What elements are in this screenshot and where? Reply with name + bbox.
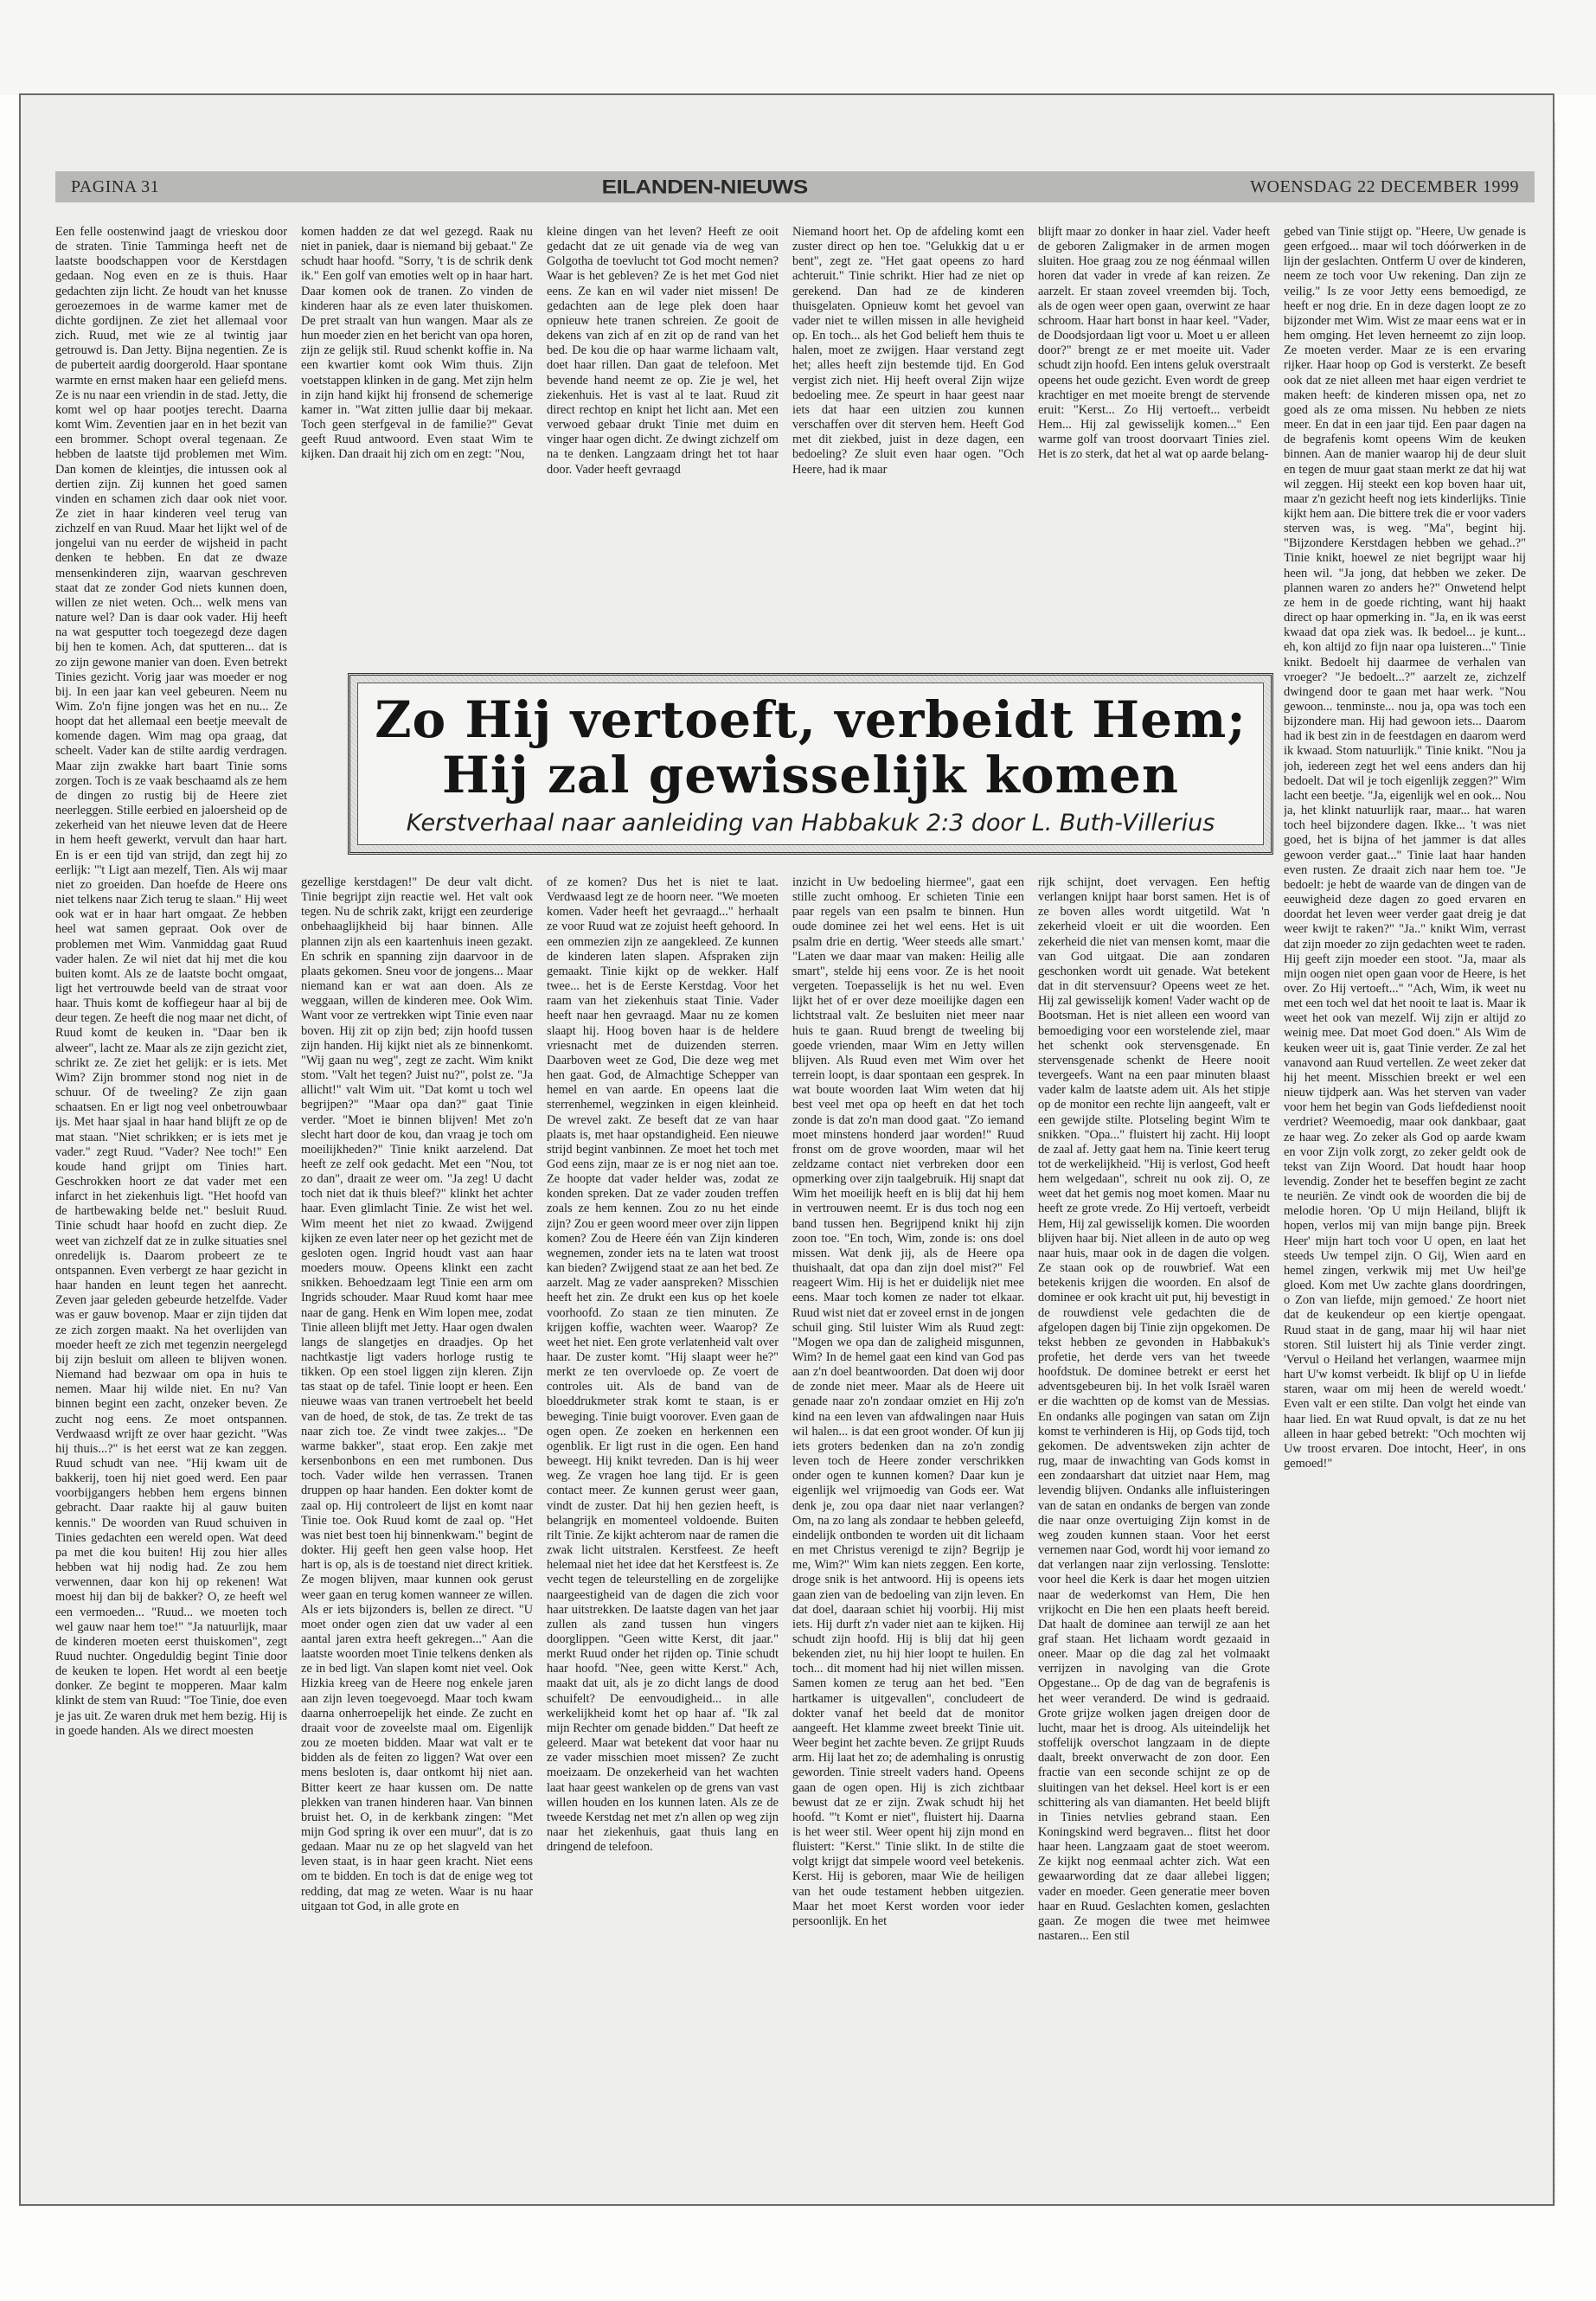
column-4-top: Niemand hoort het. Op de afdeling komt een zuster direct op hen toe. "Gelukkig dat u er bent", zegt ze. "Het gaat opeens zo hard achteruit." Tinie schrikt. Hier had ze niet op gerekend. Dan had ze de kinderen thuisgelaten. Opnieuw komt het gevoel van vader niet te willen missen in alle hevigheid op. En toch... als het God belieft hem thuis te halen, moet ze zwijgen. Haar verstand zegt het; alles heeft zijn bestemde tijd. En God vergist zich niet. Hij heeft overal Zijn wijze bedoeling mee. Ze speurt in haar geest naar iets dat haar een uitzien zou kunnen verschaffen over dit sterven hem. Heeft God met dit ziekbed, juist in deze dagen, een bedoeling? Ze sluit even haar ogen. "Och Heere, had ik maar: [792, 225, 1024, 477]
column-2-bottom: gezellige kerstdagen!" De deur valt dicht. Tinie begrijpt zijn reactie wel. Het valt ook tegen. Nu de schrik zakt, krijgt een zeurderige onbehaaglijkheid bij haar binnen. Alle plannen zijn als een kaartenhuis ineen gezakt. En schrik en spanning zijn daarvoor in de plaats gekomen. Sneu voor de jongens... Maar niemand kan er wat aan doen. Als ze weggaan, willen de kinderen mee. Ook Wim. Want voor ze vertrekken wipt Tinie even naar boven. Hij zit op zijn bed; zijn hoofd tussen zijn handen. Hij kijkt niet als ze binnenkomt. "Wij gaan nu weg", zegt ze zacht. Wim knikt stom. "Valt het tegen? Juist nu?", polst ze. "Ja allicht!" valt Wim uit. "Dat komt u toch wel begrijpen?" "Maar opa dan?" gaat Tinie verder. "Moet ie binnen blijven! Met zo'n slecht hart door de kou, dan vraag je toch om moeilijkheden?" Tinie knikt aarzelend. Dat heeft ze zelf ook gedacht. Met een "Nou, tot zo dan", draait ze weer om. "Ja zeg! U dacht toch niet dat ik thuis bleef?" klinkt het achter haar. Even glimlacht Tinie. Ze wist het wel. Wim meent het niet zo kwaad. Zwijgend kijken ze even later neer op het gezicht met de gesloten ogen. Ingrid houdt vast aan haar moeders mouw. Opeens klinkt een zacht snikken. Behoedzaam legt Tinie een arm om Ingrids schouder. Maar Ruud komt haar mee naar de gang. Henk en Wim lopen mee, zodat Tinie alleen blijft met Jetty. Haar ogen dwalen langs de slangetjes en draadjes. Op het nachtkastje ligt vaders horloge rustig te tikken. Op een stoel liggen zijn kleren. Zijn tas staat op de tafel. Tinie loopt er heen. Een nieuwe waas van tranen vertroebelt het beeld van de hoed, de stok, de tas. Ze trekt de tas naar zich toe. Ze vindt twee zakjes... "De warme bakker", staat erop. Een zakje met kersenbonbons en een met rumbonen. Dus toch. Vader wilde hen verrassen. Tranen druppen op haar handen. Een dokter komt de zaal op. Hij controleert de lijst en komt naar Tinie toe. Ook Ruud komt de zaal op. "Het was niet best toen hij binnenkwam." begint de dokter. Hij geeft hen geen valse hoop. Het hart is op, als is de toestand niet direct kritiek. Ze mogen blijven, maar kunnen ook gerust weer gaan en terug komen wanneer ze willen. Als er iets bijzonders is, bellen ze direct. "U moet onder ogen zien dat uw vader al een aantal jaren extra heeft gekregen..." Aan die laatste woorden moet Tinie telkens denken als ze in bed ligt. Van slapen komt niet veel. Ook Hizkia kreeg van de Heere nog enkele jaren aan zijn leven toegevoegd. Maar toch kwam daarna onherroepelijk het einde. Ze zucht en draait voor de zoveelste maal om. Eigenlijk zou ze moeten bidden. Maar wat valt er te bidden als de feiten zo liggen? Wat over een mens besloten is, daar ontkomt hij niet aan. Bitter keert ze haar kussen om. De natte plekken van tranen hinderen haar. Van binnen bruist het. O, in de kerkbank zingen: "Met mijn God spring ik over een muur", dat is zo gedaan. Maar nu ze op het slagveld van het leven staat, is in haar geen kracht. Niet eens om te bidden. En toch is dat de enige weg tot redding, dat mag ze weten. Waar is nu haar uitgaan tot God, in alle grote en: [301, 875, 533, 1913]
scan-background: [0, 0, 1596, 95]
column-1: Een felle oostenwind jaagt de vrieskou door de straten. Tinie Tamminga heeft net de laatste boodschappen voor de Kerstdagen gedaan. Nog even en ze is thuis. Haar gedachten zijn licht. Ze houdt van het knusse geroezemoes in de warme kamer met de dichte gordijnen. Ze ziet het allemaal voor zich. Ruud, met wie ze al twintig jaar getrouwd is. Dan Jetty. Bijna negentien. Ze is de puberteit aardig doorgerold. Haar spontane warmte en ernst maken haar een geliefd mens. Ze is nu naar een vriendin in de stad. Jetty, die komt wel op haar pootjes terecht. Daarna komt Wim. Zeventien jaar en in het bezit van een brommer. Schopt overal tegenaan. Ze hebben de laatste tijd problemen met Wim. Dan komen de kleintjes, die intussen ook al dertien zijn. Zij kunnen het goed samen vinden en schamen zich daar ook niet voor. Ze ziet in haar kinderen veel terug van zichzelf en van Ruud. Maar het lijkt wel of de jongelui van nu eerder de wijsheid in pacht denken te hebben. En dat ze dwaze mensenkinderen zijn, waarvan geschreven staat dat ze zonder God niets kunnen doen, willen ze niet weten. Och... welk mens van nature wel? Dan is daar ook vader. Hij heeft na wat gesputter toch toegezegd deze dagen bij hen te komen. Ach, dat sputteren... dat is zo zijn gewone manier van doen. Even betrekt Tinies gezicht. Vorig jaar was moeder er nog bij. In een jaar kan veel gebeuren. Neem nu Wim. Zo'n fijne jongen was het en nu... Ze hoopt dat het allemaal een beetje meevalt de komende dagen. Wim mag opa graag, dat scheelt. Vader kan de stilte aardig verdragen. Maar zijn zwakke hart baart Tinie soms zorgen. Toch is ze vaak beschaamd als ze hem de dingen zo rustig bij de Heere ziet neerleggen. Stille eerbied en jaloersheid op de zekerheid van het nieuwe leven dat de Heere in hem heeft gewerkt, vervult dan haar hart. En is er een tijd van strijd, dan zegt hij zo eerlijk: "'t Ligt aan mezelf, Tien. Als wij maar niet zo groeiden. Dan hoefde de Heere ons niet telkens naar Zich terug te slaan." Hij weet ook wat er in haar hart omgaat. Ze hebben heel wat samen gepraat. Ook over de problemen met Wim. Vanmiddag gaat Ruud vader halen. Ze wil niet dat hij met die kou buiten komt. Als ze de laatste bocht omgaat, ligt het vertrouwde beeld van de straat voor haar. Thuis komt de koffiegeur haar al bij de deur tegen. Ze heeft die nog maar net dicht, of Ruud komt de keuken in. "Daar ben ik alweer", lacht ze. Maar als ze zijn gezicht ziet, schrikt ze. Ze ziet het gelijk: er is iets. Met Wim? Zijn brommer stond nog niet in de schuur. Of de tweeling? Ze zijn gaan schaatsen. En er ligt nog veel onbetrouwbaar ijs. Met haar sjaal in haar hand blijft ze op de mat staan. "Niet schrikken; er is iets met je vader." zegt Ruud. "Vader? Nee toch!" Een koude hand grijpt om Tinies hart. Geschrokken hoort ze dat vader met een infarct in het ziekenhuis ligt. "Het hoofd van de hartbewaking belde net." besluit Ruud. Tinie schudt haar hoofd en zucht diep. Ze weet van zichzelf dat ze in zulke situaties snel onredelijk is. Daarom probeert ze te ontspannen. Even verbergt ze haar gezicht in haar handen en leunt tegen het aanrecht. Zeven jaar geleden gebeurde hetzelfde. Vader was er gauw bovenop. Maar er zijn tijden dat ze zich zorgen maakt. Na het overlijden van moeder heeft ze zich met tegenzin neergelegd bij zijn besluit om alleen te blijven wonen. Niemand had bezwaar om opa in huis te nemen. Maar hij wilde niet. En nu? Van binnen begint een zacht, onzeker beven. Ze zucht nog eens. Ze moet ontspannen. Verdwaasd wrijft ze over haar gezicht. "Was hij thuis...?" is het eerst wat ze kan zeggen. Ruud schudt van nee. "Hij kwam uit de bakkerij, toen hij niet goed werd. Een paar voorbijgangers hebben hem ergens binnen gebracht. Daar raakte hij al gauw buiten kennis." De woorden van Ruud schuiven in Tinies gedachten een wereld open. Wat deed pa met die kou buiten! Hij zou hier alles hebben wat hij nodig had. Ze zou hem verwennen, daar kon hij op rekenen! Wat moest hij dan bij de bakker? O, ze heeft wel een vermoeden... "Ruud... we moeten toch wel gauw naar hem toe!" "Ja natuurlijk, maar de kinderen moeten eerst thuiskomen", zegt Ruud nuchter. Ongeduldig begint Tinie door de keuken te lopen. Het wordt al een beetje donker. Ze begint te mopperen. Maar kalm klinkt de stem van Ruud: "Toe Tinie, doe even je jas uit. Ze waren druk met hem bezig. Hij is in goede handen. Als we direct moesten: [55, 225, 287, 1738]
newspaper-page: [19, 93, 1554, 2206]
masthead: EILANDEN-NIEUWS: [601, 175, 808, 198]
column-5-bottom: rijk schijnt, doet vervagen. Een heftig verlangen knijpt haar borst samen. Het is of ze boven alles wordt uitgetild. Wat 'n zekerheid vloeit er uit die woorden. Een zekerheid die niet van mensen komt, maar die van God uitgaat. Die aan zondaren geschonken wordt uit genade. Wat betekent dat in dit stervensuur? Opeens weet ze het. Hij zal gewisselijk komen! Vader wacht op de Bootsman. Het is niet alleen een woord van bemoediging voor een worstelende ziel, maar het schenkt ook stervensgenade. En stervensgenade schenkt de Heere nooit tevergeefs. Want na een paar minuten blaast vader kalm de laatste adem uit. Als het stipje op de monitor een rechte lijn aangeeft, valt er een gewijde stilte. Plotseling begint Wim te snikken. "Opa..." fluistert hij zacht. Hij loopt de zaal af. Jetty gaat hem na. Tinie keert terug tot de werkelijkheid. "Hij is verlost, God heeft hem welgedaan", schreit nu ook zij. O, ze weet dat het gemis nog moet komen. Maar nu heeft ze grote vrede. Zo Hij vertoeft, verbeidt Hem, Hij zal gewisselijk komen. Die woorden blijven haar bij. Niet alleen in de auto op weg naar huis, maar ook in de dagen die volgen. Ze staan ook op de rouwbrief. Wat een betekenis krijgen die woorden. En alsof de dominee er ook kracht uit put, hij bevestigt in de rouwdienst vele gedachten die de afgelopen dagen bij Tinie zijn opgekomen. De tekst hebben ze gevonden in Habbakuk's profetie, het derde vers van het tweede hoofdstuk. De dominee betrekt er eerst het adventsgebeuren bij. In het volk Israël waren er die wachtten op de komst van de Messias. En ondanks alle pogingen van satan om Zijn komst te verhinderen is Hij, op Gods tijd, toch gekomen. De adventsweken zijn achter de rug, maar de inwachting van Gods komst in een zondaarshart dat uitziet naar Hem, mag levendig blijven. Ondanks alle influisteringen van de satan en ondanks de bergen van zonde die naar onze overtuiging Zijn komst in de weg zouden kunnen staan. Voor het eerst vernemen naar God, wordt hij voor iemand zo dat verlangen naar zijn verlossing. Tenslotte: voor heel die Kerk is daar het mogen uitzien naar de wederkomst van Hem, Die hen vrijkocht en Die hen een plaats heeft bereid. Dat haalt de dominee aan terwijl ze aan het graf staan. Het lichaam wordt gezaaid in oneer. Maar op die dag zal het volmaakt verrijzen in navolging van die Grote Opgestane... Op de dag van de begrafenis is het weer veranderd. De wind is gedraaid. Grote grijze wolken jagen dreigen door de lucht, maar het is droog. Als uiteindelijk het stoffelijk overschot langzaam in de diepte daalt, breekt onverwacht de zon door. Een fractie van een seconde schijnt ze op de sluitingen van het deksel. Heel kort is er een schittering als van diamanten. Het beeld blijft in Tinies netvlies gebrand staan. Een Koningskind werd begraven... flitst het door haar heen. Langzaam gaat de stoet weerom. Ze kijkt nog eenmaal achter zich. Wat een gewaarwording dat ze daar allebei liggen; vader en moeder. Geen generatie meer boven haar en Ruud. Geslachten komen, geslachten gaan. Ze mogen die twee met heimwee nastaren... Een stil: [1038, 875, 1270, 1944]
column-4-bottom: inzicht in Uw bedoeling hiermee", gaat een stille zucht omhoog. Er schieten Tinie een paar regels van een psalm te binnen. Hun oude dominee zei het wel eens. Het is uit psalm drie en dertig. 'Weer steeds alle smart.' "Laten we daar maar van maken: Heilig alle smart", stelde hij eens voor. Ze is het nooit vergeten. Toepasselijk is het nu wel. Even lijkt het of er over deze moeilijke dagen een lichtstraal valt. Ze besluiten niet meer naar huis te gaan. Ruud brengt de tweeling bij goede vrienden, maar Wim en Jetty willen blijven. Als Ruud even met Wim over het terrein loopt, is daar spontaan een gesprek. In wat boute woorden laat Wim weten dat hij best veel met opa op heeft en dat het toch zonde is dat zo'n man dood gaat. "Zo iemand moet minstens honderd jaar worden!" Ruud fronst om de grove woorden, maar wil het zeldzame contact niet verbreken door een opmerking over zijn taalgebruik. Hij snapt dat Wim het moeilijk heeft en is blij dat hij hem in vertrouwen neemt. Er is dus toch nog een band tussen hen. Begrijpend knikt hij zijn zoon toe. "En toch, Wim, zonde is: ons doel missen. Wat denk jij, als de Heere opa thuishaalt, dat opa dan zijn doel mist?" Fel reageert Wim. Hij is het er duidelijk niet mee eens. Maar toch komen ze nader tot elkaar. Ruud wist niet dat er zoveel ernst in de jongen schuil ging. Stil luister Wim als Ruud zegt: "Mogen we opa dan de zaligheid misgunnen, Wim? In de hemel gaat een kind van God pas aan z'n doel beantwoorden. Dat doen wij door de zonde niet meer. Maar als de Heere uit genade naar zo'n zondaar omziet en Hij zo'n kind na een leven van afdwalingen naar Huis wil halen... is dat een groot wonder. Of kun jij iets groters bedenken dan na zo'n zondig leven toch de Heere zonder verschrikken onder ogen te kunnen komen? Daar kun je eigenlijk wel vrijmoedig van Gods eer. Wat denk je, zou opa daar niet naar verlangen? Om, na zo lang als zondaar te hebben geleefd, eindelijk ontbonden te worden uit dit lichaam en met Christus verenigd te zijn? Begrijp je me, Wim?" Wim kan niets zeggen. Een korte, droge snik is het antwoord. Hij is opeens iets gaan zien van de bedoeling van zijn leven. En dat doel, daaraan schiet hij voorbij. Hij mist iets. Hij durft z'n vader niet aan te kijken. Hij schudt zijn hoofd. Hij is blij dat hij geen bekenden ziet, nu hij hier loopt te huilen. En toch... dit moment had hij niet willen missen. Samen komen ze terug aan het bed. "Een hartkamer is uitgevallen", concludeert de dokter vanaf het beeld dat de monitor aangeeft. Het klamme zweet breekt Tinie uit. Weer begint het zachte beven. Ze grijpt Ruuds arm. Hij laat het zo; de ademhaling is onrustig geworden. Tinie streelt vaders hand. Opeens gaan de ogen open. Hij is zich zichtbaar bewust dat ze er zijn. Zwak schudt hij het hoofd. "'t Komt er niet", fluistert hij. Daarna is het weer stil. Weer opent hij zijn mond en fluistert: "Kerst." Tinie slikt. In de stilte die volgt krijgt dat simpele woord veel betekenis. Kerst. Hij is geboren, maar Wie de heiligen van het oude testament hebben uitgezien. Maar het moet Kerst worden voor ieder persoonlijk. En het: [792, 875, 1024, 1928]
headline-line-2: Hij zal gewisselijk komen: [441, 745, 1180, 804]
headline-subtitle: Kerstverhaal naar aanleiding van Habbakuk 2:3 door L. Buth-Villerius: [406, 809, 1215, 836]
headline-inner: [357, 683, 1264, 845]
column-5-top: blijft maar zo donker in haar ziel. Vader heeft de geboren Zaligmaker in de armen mogen sluiten. Hoe graag zou ze nog éénmaal willen horen dat vader in vrede af kan reizen. Ze aarzelt. Er staan zoveel vreemden bij. Toch, als de ogen weer open gaan, overwint ze haar schroom. Haar hart bonst in haar keel. "Vader, de Doodsjordaan ligt voor u. Moet u er alleen door?" brengt ze er met moeite uit. Vader schudt zijn hoofd. Een intens geluk overstraalt opeens het oude gezicht. Even wordt de greep krachtiger en met moeite brengt de stervende eruit: "Kerst... Zo Hij vertoeft... verbeidt Hem... Hij zal gewisselijk komen..." Een warme golf van troost doorvaart Tinies ziel. Het is zo sterk, dat het al wat op aarde belang-: [1038, 225, 1270, 462]
column-3-bottom: of ze komen? Dus het is niet te laat. Verdwaasd legt ze de hoorn neer. "We moeten komen. Vader heeft het gevraagd..." herhaalt ze voor Ruud wat ze zojuist heeft gehoord. In een ommezien zijn ze aangekleed. Ze kunnen de kinderen laten slapen. Afspraken zijn gemaakt. Tinie kijkt op de wekker. Half twee... het is de Eerste Kerstdag. Voor het raam van het ziekenhuis staat Tinie. Vader heeft naar hen gevraagd. Maar nu ze komen slaapt hij. Hoog boven haar is de heldere vriesnacht met de duizenden sterren. Daarboven weet ze God, Die deze weg met hen gaat. God, de Almachtige Schepper van hemel en van aarde. En opeens laat die sterrenhemel, wegzinken in eigen kleinheid. De wrevel zakt. Ze beseft dat ze van haar plaats is, met haar opstandigheid. Een nieuwe strijd begint vanbinnen. Ze moet het toch met God eens zijn, maar ze is er nog niet aan toe. Ze hoopte dat vader helder was, zodat ze konden spreken. Dat ze vader zouden treffen zoals ze hem kennen. Zou zo nu het einde zijn? Zou er geen woord meer over zijn lippen komen? Zou de Heere één van Zijn kinderen wegnemen, zonder iets na te laten wat troost kan bieden? Zwijgend staat ze aan het bed. Ze aarzelt. Mag ze vader aanspreken? Misschien heeft het zin. Ze drukt een kus op het koele voorhoofd. Zo staan ze tien minuten. Ze krijgen koffie, wachten weer. Waarop? Ze weet het niet. Een grote verlatenheid valt over haar. De zuster komt. "Hij slaapt weer he?" merkt ze ten overvloede op. Ze voert de controles uit. Als de band van de bloeddrukmeter strak komt te staan, is er beweging. Tinie buigt voorover. Even gaan de ogen open. Ze zoeken en herkennen een ogenblik. Er ligt rust in die ogen. Een hand beweegt. Hij knikt tevreden. Dan is hij weer weg. Ze vragen hoe lang tijd. Er is geen contact meer. Ze kunnen gerust weer gaan, vindt de zuster. Dat hij hen gezien heeft, is belangrijk en momenteel voldoende. Buiten rilt Tinie. Ze kijkt achterom naar de ramen die zwak licht uitstralen. Kerstfeest. Ze heeft helemaal niet het idee dat het Kerstfeest is. Ze vecht tegen de teleurstelling en de zorgelijke naargeestigheid van de dagen die zich voor haar uitstrekken. De laatste dagen van het jaar zullen als zand tussen hun vingers doorglippen. "Geen witte Kerst, dit jaar." merkt Ruud onder het rijden op. Tinie schudt haar hoofd. "Nee, geen witte Kerst." Ach, maakt dat uit, als je zo dicht langs de dood schuifelt? De eenvoudigheid... in alle werkelijkheid komt het op haar af. "Ik zal mijn Rechter om genade bidden." Dat heeft ze geleerd. Maar wat betekent dat voor haar nu ze vader misschien moet missen? Ze zucht moeizaam. De onzekerheid van het wachten laat haar geest wankelen op de grens van vast willen houden en los kunnen laten. Als ze de tweede Kerstdag net met z'n allen op weg zijn naar het ziekenhuis, gaat thuis lang en dringend de telefoon.: [547, 875, 779, 1855]
column-2-top: komen hadden ze dat wel gezegd. Raak nu niet in paniek, daar is niemand bij gebaat." Ze schudt haar hoofd. "Sorry, 't is de schrik denk ik." Een golf van emoties welt op in haar hart. Daar komen ook de tranen. Zo vinden de kinderen haar als ze even later thuiskomen. De pret straalt van hun wangen. Maar als ze hun moeder zien en het bericht van opa horen, zijn ze gelijk stil. Ruud schenkt koffie in. Na een kwartier komt ook Wim thuis. Zijn voetstappen klinken in de gang. Met zijn helm in zijn hand kijkt hij fronsend de schemerige kamer in. "Wat zitten jullie daar bij mekaar. Toch geen sterfgeval in de familie?" Gevat geeft Ruud antwoord. Even staat Wim te kijken. Dan draait hij zich om en zegt: "Nou,: [301, 225, 533, 462]
headline-line-1: Zo Hij vertoeft, verbeidt Hem;: [375, 689, 1247, 749]
issue-date: WOENSDAG 22 DECEMBER 1999: [1250, 176, 1519, 196]
column-3-top: kleine dingen van het leven? Heeft ze ooit gedacht dat ze uit genade via de weg van Golgotha de toevlucht tot God mocht nemen? Waar is het gebleven? Ze is het met God niet eens. Ze kan en wil vader niet missen! De gedachten aan de lege plek doen haar opnieuw hete tranen schreien. Ze gooit de dekens van zich af en zit op de rand van het bed. De kou die op haar warme lichaam valt, doet haar rillen. Dan gaat de telefoon. Met bevende hand neemt ze op. Zie je wel, het ziekenhuis. Het is vast al te laat. Ruud zit direct rechtop en knipt het licht aan. Met een verwoed gebaar drukt Tinie met duim en vinger haar ogen dicht. Ze dwingt zichzelf om na te denken. Langzaam dringt het tot haar door. Vader heeft gevraagd: [547, 225, 779, 477]
column-6: gebed van Tinie stijgt op. "Heere, Uw genade is geen erfgoed... maar wil toch dóórwerken in de lijn der geslachten. Ontferm U over de kinderen, neem ze toch voor Uw rekening. Dan zijn ze veilig." Is ze voor Jetty eens bemoedigd, ze heeft er nog drie. En in deze dagen loopt ze zo bijzonder met Wim. Wist ze maar eens wat er in hem omging. Het leven herneemt zo zijn loop. Ze moeten verder. Maar ze is een ervaring rijker. Haar hoop op God is versterkt. Ze beseft ook dat ze niet alleen met haar eigen verdriet te maken heeft: de kinderen missen opa, net zo goed als ze oma missen. Nu hebben ze niets meer. En dat in een jaar tijd. Een paar dagen na de begrafenis komt opeens Wim de keuken binnen. Aan de manier waarop hij de deur sluit en tegen de muur gaat staan merkt ze dat hij wat wil zeggen. Hij steekt een kop boven haar uit, maar z'n gezicht heeft nog iets kinderlijks. Tinie kijkt hem aan. Die bittere trek die er voor vaders sterven was, is weg. "Ma", begint hij. "Bijzondere Kerstdagen hebben we gehad..?" Tinie knikt, hoewel ze niet begrijpt waar hij heen wil. "Ja jong, dat hebben we zeker. De plannen waren zo anders he?" Onwetend helpt ze hem in de goede richting, want hij haakt direct op haar opmerking in. "Ja, en ik was eerst kwaad dat opa ziek was. Ik bedoel... je kunt... eh, kon altijd zo fijn naar opa luisteren..." Tinie knikt. Bedoelt hij daarmee de verhalen van vroeger? "Je bedoelt...?" aarzelt ze, zichzelf dwingend door te gaan met haar werk. "Nou gewoon... tenminste... nou ja, opa was toch een bijzondere man. Hij had gewoon iets... Daarom had ik best zin in de feestdagen en daarom werd ik kwaad. Stom natuurlijk." Tinie knikt. "Nou ja joh, iedereen zegt het wel eens anders dan hij bedoelt. Dat wil je toch eigenlijk zeggen?" Wim lacht een beetje. "Ja, eigenlijk wel en ook... Nou ja, het klinkt natuurlijk raar, maar... hat waren toch heel bijzondere dagen. Ikke... 't was niet goed, het is bijna of het jammer is dat alles gewoon verder gaat..." Tinie laat haar handen even rusten. Ze draait zich naar hem toe. "Je bedoelt: je hebt de waarde van de dingen van de eeuwigheid deze dagen zo goed ervaren en doordat het leven weer verder gaat dreig je dat weer kwijt te raken?" "Ja.." knikt Wim, verrast dat zijn moeder zo zijn gedachten weet te raden. Hij geeft zijn moeder een stoot. "Ja, maar als mijn oogen niet open gaan voor de Heere, is het over. Zo Hij vertoeft..." "Ach, Wim, ik weet nu met een toch wel dat het nooit te laat is. Maar ik weet het ook van mezelf. Wij zijn er altijd zo weinig mee. Dat moet God doen." Als Wim de keuken weer uit is, gaat Tinie verder. Ze zal het vanavond aan Ruud vertellen. Ze weet zeker dat hij het meent. Misschien breekt er wel een nieuw tijdperk aan. Was het sterven van vader voor hem het begin van Gods liefdedienst nooit verdriet? Weemoedig, maar ook dankbaar, gaat ze haar weg. Zo zeker als God op aarde kwam en voor Zijn volk zorgt, zo zeker geldt ook de tekst van Zijn Woord. Dat houdt haar hoop levendig. Zonder het te beseffen begint ze zacht te neuriën. Ze vindt ook de woorden die bij de melodie horen. 'Op U mijn Heiland, blijft ik hopen, verlos mij van mijn bange pijn. Breek Heer' mijn hart toch voor U open, en laat het steeds Uw tempel zijn. O Gij, Wien aard en hemel zingen, verkwik mij met Uw heil'ge gloed. Kom met Uw zachte glans doordringen, o Zon van liefde, mijn gemoed.' Ze hoort niet dat de keukendeur op een kiertje opengaat. Ruud staat in de gang, maar hij wil haar niet storen. Stil luistert hij als Tinie verder zingt. 'Vervul o Heiland het verlangen, waarmee mijn hart U'w komst verbeidt. Ik blijf op U in liefde staren, waar om mij heen de wereld woedt.' Even valt er een stilte. Dan volgt het einde van haar lied. En wat Ruud opvalt, is dat ze nu het alleen in haar gebed betrekt: "Och mochten wij Uw troost ervaren. Doe intocht, Heer', in ons gemoed!": [1284, 225, 1526, 1471]
headline-box: [348, 673, 1273, 855]
page-number: PAGINA 31: [71, 176, 160, 196]
page-header: [55, 171, 1535, 202]
